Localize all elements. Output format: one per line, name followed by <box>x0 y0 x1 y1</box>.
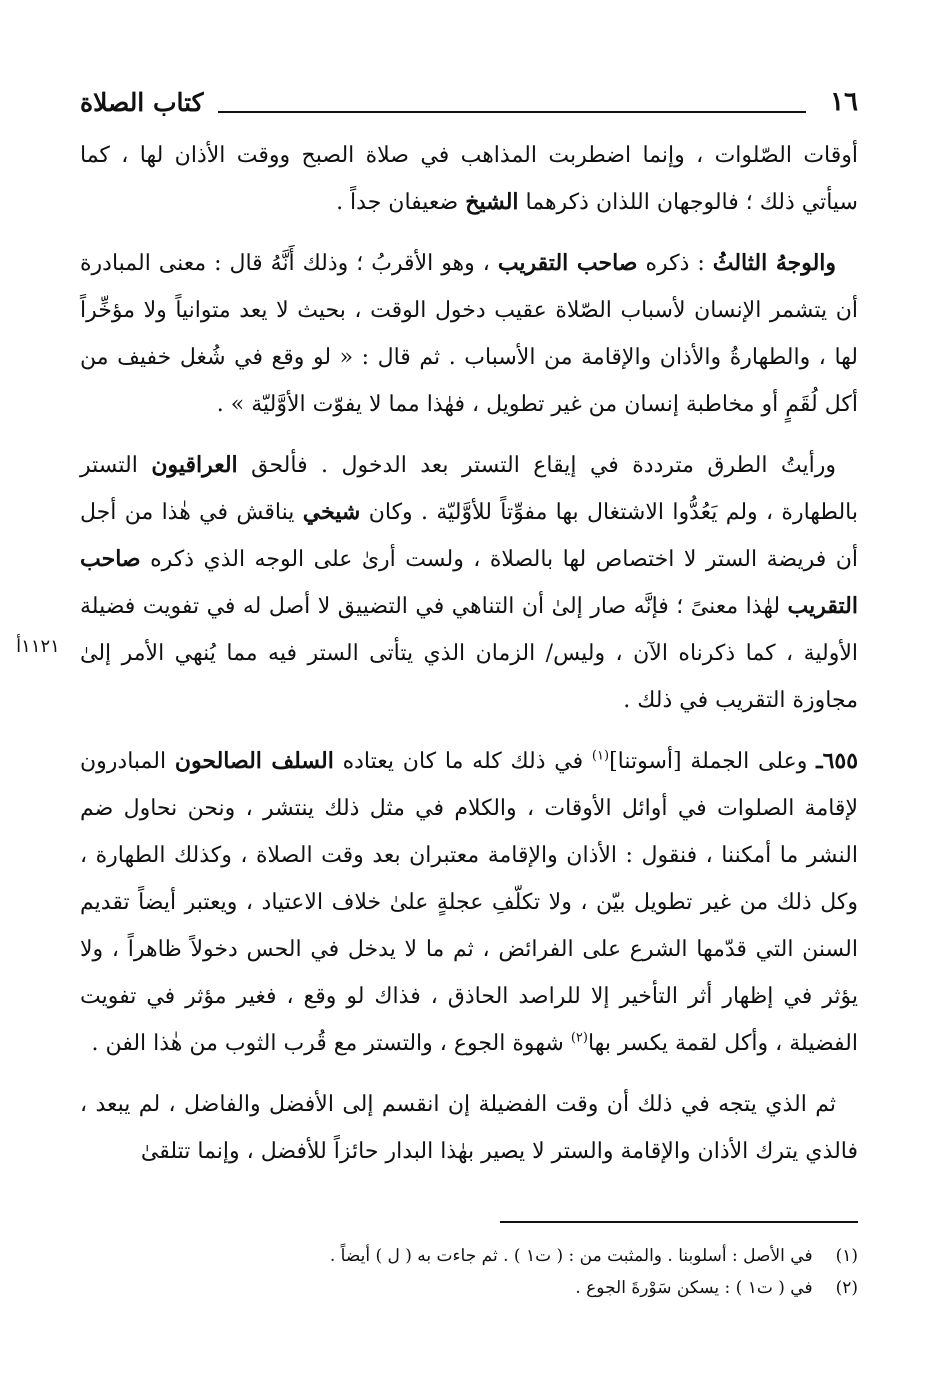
manuscript-folio-ref: ١١٢١أ <box>16 636 60 657</box>
p3-text-d: لهٰذا معنىً ؛ فإنَّه صار إلىٰ أن التناهي في التضييق لا أصل له في تفويت فضيلة الأولية ، كما ذكرناه الآن ، وليس/ الزمان الذي يتأتى الستر فيه مما يُنهي الأمر إلىٰ مجاوزة التقريب في ذلك . <box>80 594 858 713</box>
footnote-2 <box>80 1272 858 1304</box>
footnotes <box>80 1240 858 1304</box>
p3-text-b: التستر بالطهارة ، ولم يَعُدُّوا الاشتغال بها مفوِّتاً للأوَّليّة . وكان <box>80 453 859 525</box>
main-text <box>80 132 858 1189</box>
p2-heading: والوجهُ الثالثُ <box>712 250 837 276</box>
p4-text-b: في ذلك كله ما كان يعتاده <box>342 749 584 774</box>
book-title: كتاب الصلاة <box>80 87 204 117</box>
p4-text-d: شهوة الجوع ، والتستر مع قُرب الثوب من هٰذا الفن . <box>91 1031 564 1056</box>
p3-bold-1: العراقيون <box>151 452 238 478</box>
p2-text-b: ، وهو الأقربُ ؛ وذلك أَنَّهُ قال : معنى المبادرة أن يتشمر الإنسان لأسباب الصّلاة عقيب دخول الوقت ، بحيث لا يعد متوانياً ولا مؤخِّراً لها ، والطهارةُ والأذان والإقامة من الأسباب . ثم قال : « لو وقع في شُغل خفيف من أكل لُقَمٍ أو مخاطبة إنسان من غير تطويل ، فهٰذا مما لا يفوّت الأوَّليّة » . <box>80 251 858 417</box>
p2-bold: صاحب التقريب <box>497 250 638 276</box>
footnote-1-text: في الأصل : أسلوبنا . والمثبت من : ( ت١ ) . ثم جاءت به ( ل ) أيضاً . <box>329 1246 813 1266</box>
p3-bold-2: شيخي <box>302 499 361 525</box>
paragraph-4 <box>80 738 858 1067</box>
p2-text-a: : ذكره <box>645 251 705 276</box>
p4-bold: السلف الصالحون <box>174 748 334 774</box>
page-header <box>80 82 858 122</box>
p3-text-c: يناقش في هٰذا من أجل أن فريضة الستر لا اختصاص لها بالصلاة ، ولست أرىٰ على الوجه الذي ذكره <box>80 500 858 572</box>
header-rule <box>218 91 807 113</box>
p4-text-a: وعلى الجملة [أسوتنا] <box>609 749 808 774</box>
p1-text: أوقات الصّلوات ، وإنما اضطربت المذاهب في صلاة الصبح ووقت الأذان لها ، كما سيأتي ذلك ؛ فالوجهان اللذان ذكرهما <box>80 143 858 215</box>
p1-end: ضعيفان جداً . <box>336 190 459 215</box>
paragraph-5 <box>80 1081 858 1175</box>
footnote-separator <box>500 1221 858 1223</box>
issue-number: ٦٥٥ـ <box>816 748 859 774</box>
footnote-1-number: (١) <box>835 1246 858 1266</box>
paragraph-2 <box>80 240 858 428</box>
p3-bold-3: صاحب التقريب <box>80 546 858 619</box>
footnote-1 <box>80 1240 858 1272</box>
page-number: ١٦ <box>830 87 858 117</box>
paragraph-1 <box>80 132 858 226</box>
footnote-ref-2: (٢) <box>570 1030 588 1046</box>
p3-text-a: ورأيتُ الطرق مترددة في إيقاع التستر بعد الدخول . فألحق <box>251 453 836 478</box>
footnote-2-number: (٢) <box>835 1278 858 1298</box>
p4-text-c: المبادرون لإقامة الصلوات في أوائل الأوقات ، والكلام في مثل ذلك ينتشر ، ونحن نحاول ضم النشر ما أمكننا ، فنقول : الأذان والإقامة معتبران بعد وقت الصلاة ، وكذلك الطهارة ، وكل ذلك من غير تطويل بيّن ، ولا تكلّفِ عجلةٍ علىٰ خلاف الاعتياد ، ويعتبر أيضاً تقديم السنن التي قدّمها الشرع على الفرائض ، ثم ما لا يدخل في الحس دخولاً ظاهراً ، ولا يؤثر في إظهار أثر التأخير إلا للراصد الحاذق ، فذاك لو وقع ، فغير مؤثر في تفويت الفضيلة ، وأكل لقمة يكسر بها <box>80 749 858 1056</box>
footnote-2-text: في ( ت١ ) : يسكن سَوْرةَ الجوع . <box>575 1278 813 1298</box>
paragraph-3 <box>80 442 858 724</box>
p5-text: ثم الذي يتجه في ذلك أن وقت الفضيلة إن انقسم إلى الأفضل والفاضل ، لم يبعد ، فالذي يترك الأذان والإقامة والستر لا يصير بهٰذا البدار حائزاً للأفضل ، وإنما تتلقىٰ <box>80 1092 858 1164</box>
p1-bold: الشيخ <box>465 189 519 215</box>
footnote-ref-1: (١) <box>591 748 610 764</box>
